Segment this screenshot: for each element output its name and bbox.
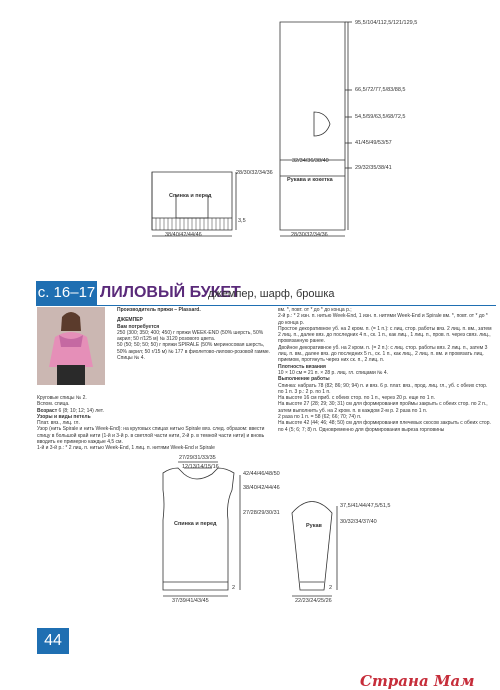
density-value: 10 × 10 см = 21 п. × 28 р. лиц. гл. спицами № 4. [278, 369, 389, 376]
work-5: На высоте 42 (44; 46; 48; 50) см для формирования плечевых скосов закрыть с обеих стор. по 4 (5; 6; 7; 8) п. Одновременно для формирования выреза горловины [278, 420, 491, 433]
age-label: Возраст [37, 407, 58, 414]
page-number: 44 [37, 628, 69, 654]
bottom-front-neck: 27/29/31/33/35 [179, 455, 216, 461]
section-title: ЛИЛОВЫЙ БУКЕТ [100, 284, 241, 301]
needles-2: Круговые спицы № 2. [37, 395, 87, 401]
bottom-front-width: 37/39/41/43/45 [172, 598, 209, 604]
rcol-1: вм. *, повт. от * до * до конца р.; [278, 307, 352, 313]
pattern-3: 1-й и 3-й р.: * 2 лиц. п. нитью Week-End, 1 лиц. п. нитями Week-End и Spirale [37, 445, 215, 452]
top-sleeve-m2: 66,5/72/77,5/83/88,5 [355, 87, 406, 93]
rcol-2: 2-й р.: * 2 изн. п. нитью Week-End, 1 изн. п. нитями Week-End и Spirale вм. *, повт. от * до * до конца р. [278, 313, 488, 326]
left-column-lower [37, 395, 269, 452]
top-sleeve-m1: 95,5/104/112,5/121/129,5 [355, 20, 418, 26]
top-front-width: 38/40/42/44/46 [165, 232, 202, 238]
bottom-sleeve-outline [292, 502, 332, 591]
section-header [36, 281, 496, 305]
rcol-3: Простое декоративное уб. на 2 кром. п. (= 1 п.): с лиц. стор. работы вяз. 2 лиц. п. вм., затем 2 лиц. п., далее вяз. до последних 4 п., ск. 1 п., как лиц., 1 лиц. п., пров. п. через связ. лиц., провязанную ранее. [278, 325, 492, 345]
aux-needle: Вспом. спица. [37, 401, 70, 408]
top-front-ribbing [156, 218, 228, 230]
bottom-front-neck2: 12/13/14/15/16 [182, 464, 219, 470]
header-rule [36, 305, 496, 306]
rcol-4: Двойное декоративное уб. на 2 кром. п. (= 2 п.): с лиц. стор. работы вяз. 2 лиц. п., затем 3 лиц. п. вм., далее вяз. до последних 5 п., ск. 1 п., как лиц., 2 лиц. п. вм. и провязать лиц. приемом, протянуть через них ск. п., 2 лиц. п. [278, 344, 488, 364]
top-sleeve-label: Рукава и кокетка [287, 177, 333, 183]
top-sleeve-outline [280, 22, 345, 230]
top-front-height: 28/30/32/34/36 [236, 170, 273, 176]
bottom-front-h2: 38/40/42/44/46 [243, 485, 280, 491]
page-ref-badge: с. 16–17 [36, 281, 97, 305]
bottom-sleeve-h1: 37,5/41/44/47,5/51,5 [340, 503, 391, 509]
model-photo [37, 307, 105, 385]
top-front-rib: 3,5 [238, 218, 246, 224]
top-sleeve-m3: 54,5/59/63,5/68/72,5 [355, 114, 406, 120]
jumper-heading: ДЖЕМПЕР [117, 317, 143, 324]
producer-line: Производитель пряжи – Plassard. [117, 307, 201, 313]
need-heading: Вам потребуется [117, 323, 160, 330]
bottom-front-label: Спинка и перед [174, 521, 217, 527]
yarn-2: 50 (50; 50; 50; 50) г пряжи SPIRALE (50% мериносовая шерсть, 50% акрил; 50 г/15 м) № 177 в фиолетово-лилово-розовой гамме. [117, 342, 271, 355]
bottom-sleeve-label: Рукав [306, 523, 322, 529]
top-sleeve-topwidth: 32/34/36/38/40 [292, 158, 329, 164]
patterns-heading: Узоры и виды петель [37, 413, 91, 420]
bottom-front-rib: 2 [232, 585, 236, 591]
work-4: 2 раза по 1 п. = 58 (62; 66; 70; 74) п. [278, 414, 362, 421]
needles-1: Спицы № 4. [117, 355, 145, 362]
right-column [278, 307, 492, 433]
left-column [117, 307, 271, 361]
bottom-front-h1: 42/44/46/48/50 [243, 471, 280, 477]
bottom-sleeve-rib: 2 [329, 585, 333, 591]
top-sleeve-bottom: 28/30/32/34/36 [291, 232, 328, 238]
bottom-front-h3: 27/28/29/30/31 [243, 510, 280, 516]
age-value: 6 (8; 10; 12; 14) лет. [58, 407, 104, 414]
density-heading: Плотность вязания [278, 363, 326, 370]
work-heading: Выполнение работы [278, 376, 330, 383]
top-sleeve-m5: 29/32/35/38/41 [355, 165, 392, 171]
bottom-sleeve-bottom: 22/23/24/25/26 [295, 598, 332, 604]
top-front-label: Спинка и перед [169, 193, 212, 199]
pattern-1: Плат. вяз., лиц. гл. [37, 420, 80, 427]
bottom-front-outline [163, 468, 234, 590]
yarn-1: 250 (300; 350; 400; 450) г пряжи WEEK-END (50% шерсть, 50% акрил; 50 г/125 м) № 3120 розового цвета. [117, 329, 264, 343]
work-3: На высоте 27 (28; 29; 30; 31) см для формирования проймы закрыть с обеих стор. по 2 п., затем выполнить уб. на 2 кром. п. в каждом 2-м р. 2 раза по 1 п. [278, 401, 488, 414]
work-1: Спинка: набрать 78 (82; 86; 90; 94) п. и вяз. 6 р. плат. вяз., прод. лиц. гл., уб. с обеих стор. по 1 п. 3 р.: 2 р. по 1 п. [278, 382, 488, 395]
bottom-sleeve-h2: 30/32/34/37/40 [340, 519, 377, 525]
model-figure-icon [37, 307, 105, 385]
watermark-logo: Страна Мам [360, 672, 475, 690]
work-2: На высоте 16 см приб. с обеих стор. по 1 п., через 20 р. еще по 1 п. [278, 395, 435, 402]
pattern-2: Узор (нить Spirale и нить Week-End): на круговых спицах нитью Spirale вяз. след. образом: ввести спицу в большой край нити (1-й и 3-й р. в светлой части нити, 2-й р. в темной части нити) и вновь вводить ее примерно каждые 4,5 см. [37, 426, 265, 446]
top-sleeve-m4: 41/45/49/53/57 [355, 140, 392, 146]
section-subtitle: джемпер, шарф, брошка [208, 288, 335, 300]
